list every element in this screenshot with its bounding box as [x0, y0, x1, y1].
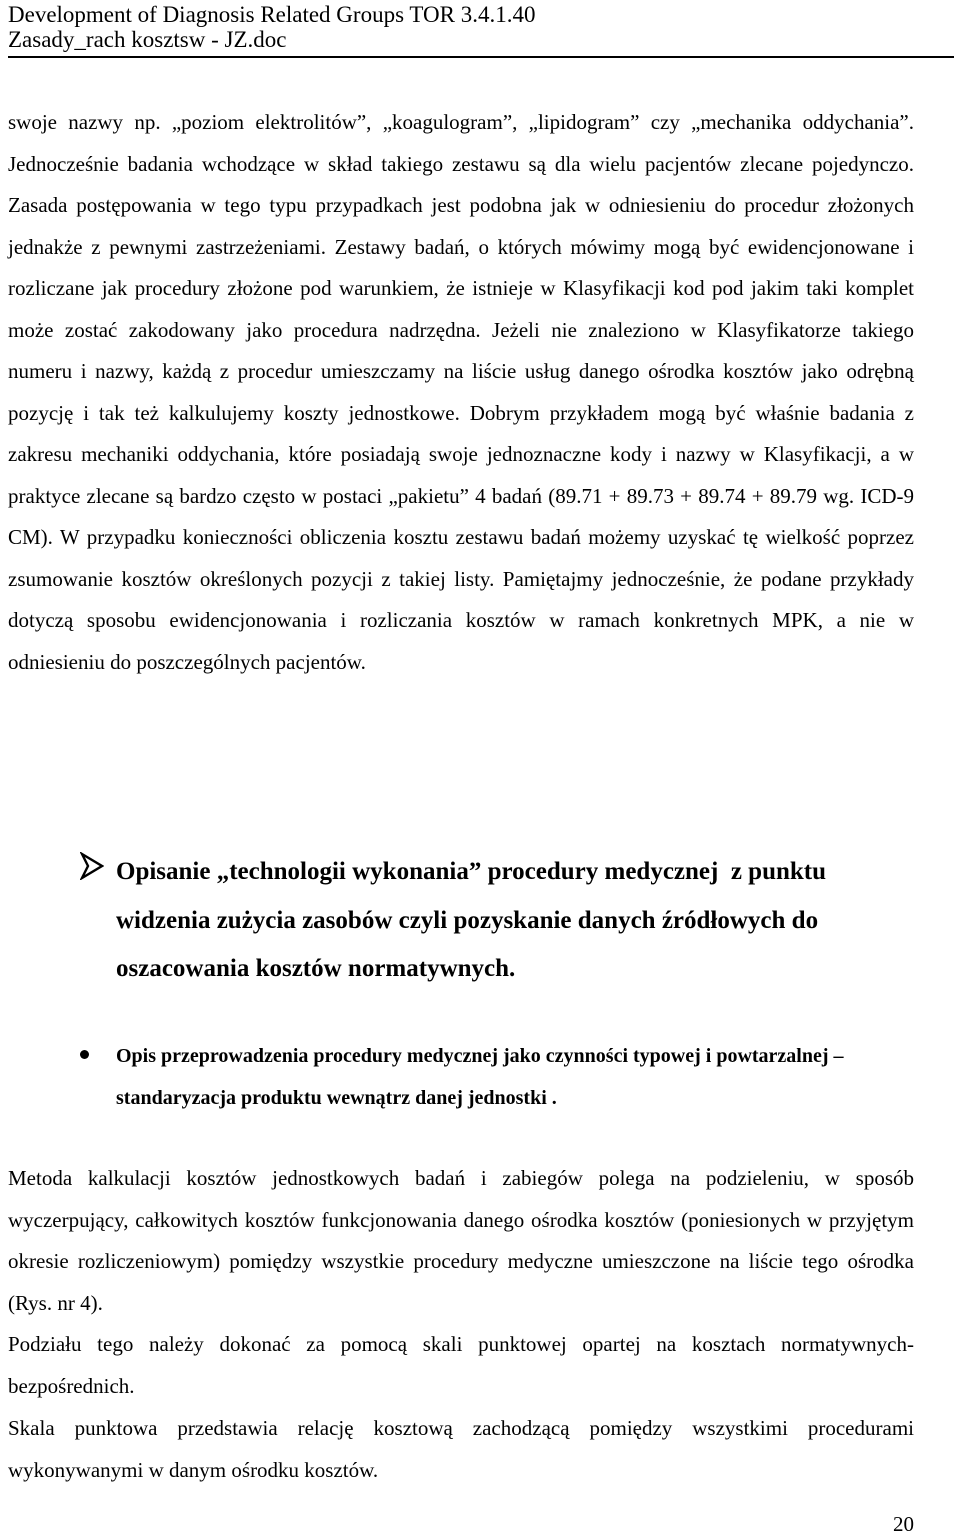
body-paragraph-2: Metoda kalkulacji kosztów jednostkowych badań i zabiegów polega na podzieleniu, w sposób wyczerpujący, całkowitych kosztów funkcjonowania danego ośrodka kosztów (poniesionych w przyjętym okresie rozliczeniowym) pomiędzy wszystkie procedury medyczne umieszczone na liście tego ośrodka (Rys. nr 4).	[8, 1166, 914, 1315]
header-filename: Zasady_rach kosztsw - JZ.doc	[8, 27, 287, 52]
body-paragraph-3: Podziału tego należy dokonać za pomocą skali punktowej opartej na kosztach normatywnych-bezpośrednich.	[8, 1332, 914, 1398]
page-number: 20	[893, 1512, 914, 1536]
body-paragraph-1: swoje nazwy np. „poziom elektrolitów”, „koagulogram”, „lipidogram” czy „mechanika oddychania”. Jednocześnie badania wchodzące w skład takiego zestawu są dla wielu pacjentów zlecane pojedynczo. Zasada postępowania w tego typu przypadkach jest podobna jak w odniesieniu do procedur złożonych jednakże z pewnymi zastrzeżeniami. Zestawy badań, o których mówimy mogą być ewidencjonowane i rozliczane jak procedury złożone pod warunkiem, że istnieje w Klasyfikacji kod pod jakim taki komplet może zostać zakodowany jako procedura nadrzędna. Jeżeli nie znaleziono w Klasyfikatorze takiego numeru i nazwy, każdą z procedur umieszczamy na liście usług danego ośrodka kosztów jako odrębną pozycję i tak też kalkulujemy koszty jednostkowe. Dobrym przykładem mogą być właśnie badania z zakresu mechaniki oddychania, które posiadają swoje jednoznaczne kody i nazwy w Klasyfikacji, a w praktyce zlecane są bardzo często w postaci „pakietu” 4 badań (89.71 + 89.73 + 89.74 + 89.79 wg. ICD-9 CM). W przypadku konieczności obliczenia kosztu zestawu badań możemy uzyskać tę wielkość poprzez zsumowanie kosztów określonych pozycji z takiej listy. Pamiętajmy jednocześnie, że podane przykłady dotyczą sposobu ewidencjonowania i rozliczania kosztów w ramach konkretnych MPK, a nie w odniesieniu do poszczególnych pacjentów.	[8, 110, 914, 674]
round-bullet-icon	[80, 1050, 89, 1059]
header-title: Development of Diagnosis Related Groups TOR 3.4.1.40	[8, 2, 536, 27]
document-header	[8, 2, 954, 58]
arrow-bullet-icon	[80, 852, 104, 880]
body-paragraph-4: Skala punktowa przedstawia relację kosztową zachodzącą pomiędzy wszystkimi procedurami wykonywanymi w danym ośrodku kosztów.	[8, 1416, 914, 1482]
bullet-item-text: Opis przeprowadzenia procedury medycznej jako czynności typowej i powtarzalnej – standaryzacja produktu wewnątrz danej jednostki .	[116, 1045, 844, 1109]
section-heading-text: Opisanie „technologii wykonania” procedury medycznej z punktu widzenia zużycia zasobów czyli pozyskanie danych źródłowych do oszacowania kosztów normatywnych.	[116, 858, 833, 982]
